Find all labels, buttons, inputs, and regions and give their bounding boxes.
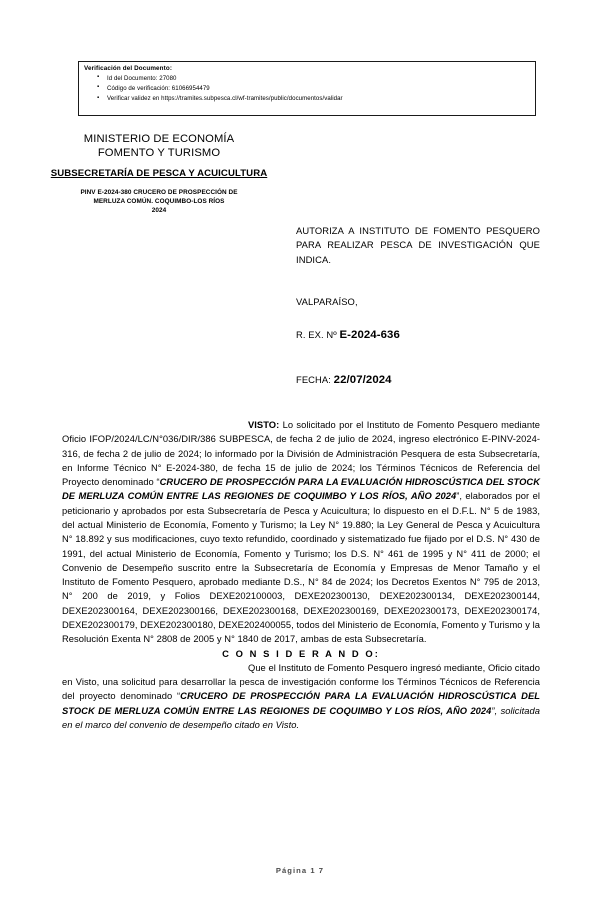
visto-folios: DEXE202100003, DEXE202300130, DEXE202300134, DEXE202300144, DEXE202300164, DEXE202300166, DEXE202300168, DEXE202300169, DEXE202300173, DEXE202300174, DEXE202300179, DEXE202300180, DEXE202400055, (62, 591, 540, 630)
verification-item-document-id: ▪ Id del Documento: 27080 (107, 74, 535, 84)
considerando-text-part1: Que el Instituto de Fomento Pesquero ingresó mediante, Oficio citado en Visto, una solicitud para desarrollar la pesca de investigación conforme los Términos Técnicos de Referencia del proyecto denominado “ (62, 662, 540, 702)
verification-item-url: ▪ Verificar validez en https://tramites.subpesca.cl/wf-tramites/public/documentos/validar (107, 94, 535, 104)
resolution-date-label: FECHA: (296, 374, 334, 385)
resolution-number-label: R. EX. Nº (296, 329, 340, 340)
city-line: VALPARAÍSO, (296, 296, 358, 307)
visto-text-part2: ”, elaborados por el peticionario y aprobados por esta Subsecretaría de Pesca y Acuicultura; lo dispuesto en el D.F.L. N° 5 de 1983, del actual Ministerio de Economía, Fomento y Turismo; la Ley N° 19.880; la Ley General de Pesca y Acuicultura N° 18.892 y sus modificaciones, cuyo texto refundido, coordinado y sistematizado fue fijado por el D.S. N° 430 de 1991, del actual Ministerio de Economía, Fomento y Turismo; los D.S. N° 461 de 1995 y N° 411 de 2000; el Convenio de Desempeño suscrito entre la Subsecretaría de Economía y Empresas de Menor Tamaño y el Instituto de Fomento Pesquero, aprobado mediante D.S., N° 84 de 2024; los Decretos Exentos N° 795 de 2013, N° 200 de 2019, y Folios (62, 491, 540, 602)
verification-list (79, 74, 535, 104)
project-reference-line3: 2024 (151, 207, 167, 215)
resolution-date-line (296, 374, 392, 386)
project-reference-line2: MERLUZA COMÚN. COQUIMBO-LOS RÍOS (93, 198, 225, 206)
project-reference (33, 188, 285, 215)
verification-item-code: ▪ Código de verificación: 61066954479 (107, 84, 535, 94)
ministry-name-line2: FOMENTO Y TURISMO (97, 147, 221, 160)
considerando-text-part2: ”, solicitada en el marco del convenio de desempeño citado en Visto. (62, 705, 540, 731)
subsecretaria-name: SUBSECRETARÍA DE PESCA Y ACUICULTURA (50, 167, 268, 179)
page-footer: Página 1 7 (275, 866, 325, 875)
document-body (62, 418, 540, 732)
resolution-number-line (296, 329, 400, 341)
ministry-name-line1: MINISTERIO DE ECONOMÍA (83, 133, 235, 145)
visto-text-part3: todos del Ministerio de Economía, Fomento y Turismo y la Resolución Exenta N° 2808 de 2005 y N° 1840 de 2017, ambas de esta Subsecretaría. (62, 619, 540, 645)
resolution-date-value: 22/07/2024 (333, 374, 392, 386)
resolution-number-value: E-2024-636 (339, 329, 400, 341)
considerando-paragraph (62, 661, 540, 732)
letterhead (33, 132, 285, 215)
project-reference-line1: PINV E-2024-380 CRUCERO DE PROSPECCIÓN DE (80, 189, 238, 197)
visto-project-title: CRUCERO DE PROSPECCIÓN PARA LA EVALUACIÓN HIDROSCÚSTICA DEL STOCK DE MERLUZA COMÚN ENTRE LAS REGIONES DE COQUIMBO Y LOS RÍOS, AÑO 2024 (62, 477, 540, 502)
considerando-project-title: CRUCERO DE PROSPECCIÓN PARA LA EVALUACIÓN HIDROSCÚSTICA DEL STOCK DE MERLUZA COMÚN ENTRE LAS REGIONES DE COQUIMBO Y LOS RÍOS, AÑO 2024 (62, 691, 540, 716)
resolution-subject: AUTORIZA A INSTITUTO DE FOMENTO PESQUERO PARA REALIZAR PESCA DE INVESTIGACIÓN QUE INDICA. (296, 225, 540, 265)
resolution-subject-block (296, 224, 540, 267)
visto-paragraph (62, 418, 540, 647)
visto-text-part1: Lo solicitado por el Instituto de Fomento Pesquero mediante Oficio IFOP/2024/LC/N°036/DIR/386 SUBPESCA, de fecha 2 de julio de 2024, ingreso electrónico E-PINV-2024-316, de fecha 2 de julio de 2024; lo informado por la División de Administración Pesquera de esta Subsecretaría, en Informe Técnico N° E-2024-380, de fecha 15 de julio de 2024; los Términos Técnicos de Referencia del Proyecto denominado “ (62, 420, 540, 488)
document-verification-box (78, 61, 536, 116)
verification-title: Verificación del Documento: (84, 65, 173, 72)
considerando-heading: C O N S I D E R A N D O: (222, 647, 380, 659)
visto-label: VISTO: (248, 420, 280, 430)
